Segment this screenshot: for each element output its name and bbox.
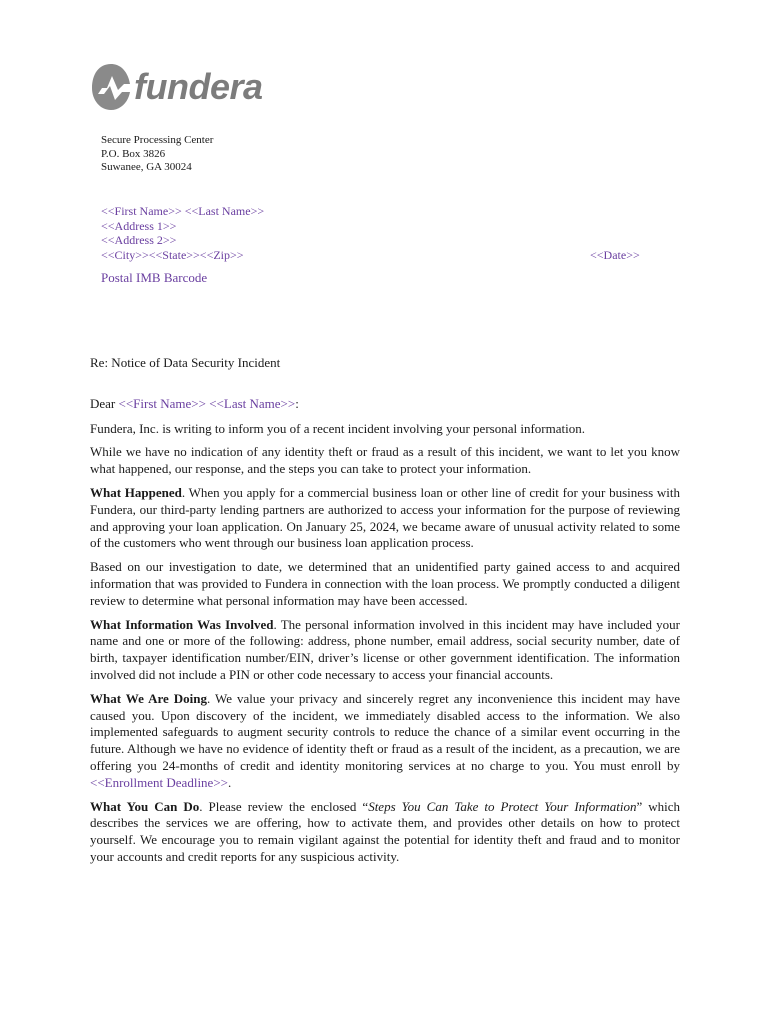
subject-line: Re: Notice of Data Security Incident bbox=[90, 355, 281, 370]
paragraph-intro: Fundera, Inc. is writing to inform you of a recent incident involving your personal information. bbox=[90, 420, 585, 436]
salutation: Dear <<First Name>> <<Last Name>>: bbox=[90, 395, 299, 411]
date-field: <<Date>> bbox=[590, 248, 640, 262]
paragraph-what-we-are-doing: What We Are Doing. We value your privacy and sincerely regret any inconvenience this incident may have caused you. Upon discovery of the incident, we immediately disabled access to the information. We also implemented safeguards to augment security controls to reduce the chance of a similar event occurring in the future. Although we have no evidence of identity theft or fraud as a result of the incident, as a precaution, we are offering you 24-months of credit and identity monitoring services at no charge to you. You must enroll by <<Enrollment Deadline>>. bbox=[90, 690, 680, 790]
recipient-address-1: <<Address 1>> bbox=[101, 218, 177, 233]
section-heading: What You Can Do bbox=[90, 798, 200, 814]
section-heading: What Information Was Involved bbox=[90, 616, 274, 632]
paragraph-what-you-can-do: What You Can Do. Please review the enclosed “Steps You Can Take to Protect Your Information” which describes the services we are offering, how to activate them, and provides other details on how to protect yourself. We encourage you to remain vigilant against the potential for identity theft and fraud and to monitor your accounts and credit reports for any suspicious activity. bbox=[90, 798, 681, 864]
return-address-line: P.O. Box 3826 bbox=[101, 147, 166, 160]
recipient-address bbox=[101, 204, 264, 262]
postal-barcode-label: Postal IMB Barcode bbox=[101, 270, 208, 285]
recipient-name: <<First Name>> <<Last Name>> bbox=[101, 204, 265, 218]
recipient-city-state-zip: <<City>><<State>><<Zip>> bbox=[101, 247, 244, 262]
section-heading: What We Are Doing bbox=[90, 690, 207, 706]
salutation-merge-field: <<First Name>> <<Last Name>> bbox=[118, 395, 296, 411]
paragraph-what-information: What Information Was Involved. The personal information involved in this incident may have included your name and one or more of the following: address, phone number, email address, social security number, date of birth, taxpayer identification number/EIN, driver’s license or other government identification. The information involved did not include a PIN or other code necessary to access your financial accounts. bbox=[90, 616, 680, 682]
paragraph-investigation: Based on our investigation to date, we determined that an unidentified party gained access to and acquired information that was provided to Fundera in connection with the loan process. We promptly conducted a diligent review to determine what personal information may have been accessed. bbox=[90, 559, 680, 608]
fundera-logo bbox=[90, 62, 263, 114]
section-heading: What Happened bbox=[90, 484, 182, 500]
logo-wordmark: fundera bbox=[134, 66, 263, 107]
return-address bbox=[101, 134, 213, 175]
return-address-line: Suwanee, GA 30024 bbox=[101, 161, 192, 173]
return-address-line: Secure Processing Center bbox=[101, 134, 214, 146]
paragraph-what-happened: What Happened. When you apply for a commercial business loan or other line of credit for your business with Fundera, our third-party lending partners are authorized to access your information for the purpose of reviewing and approving your loan application. On January 25, 2024, we became aware of unusual activity related to some of the customers who went through our business loan application process. bbox=[90, 484, 680, 551]
recipient-address-2: <<Address 2>> bbox=[101, 233, 177, 247]
fundera-logo-mark-icon bbox=[90, 62, 132, 114]
enclosure-title: Steps You Can Take to Protect Your Information bbox=[368, 798, 637, 814]
paragraph-no-indication: While we have no indication of any identity theft or fraud as a result of this incident, we want to let you know what happened, our response, and the steps you can take to protect your information. bbox=[90, 444, 680, 477]
letter-body bbox=[90, 355, 680, 873]
enrollment-deadline-merge-field: <<Enrollment Deadline>> bbox=[90, 774, 228, 790]
